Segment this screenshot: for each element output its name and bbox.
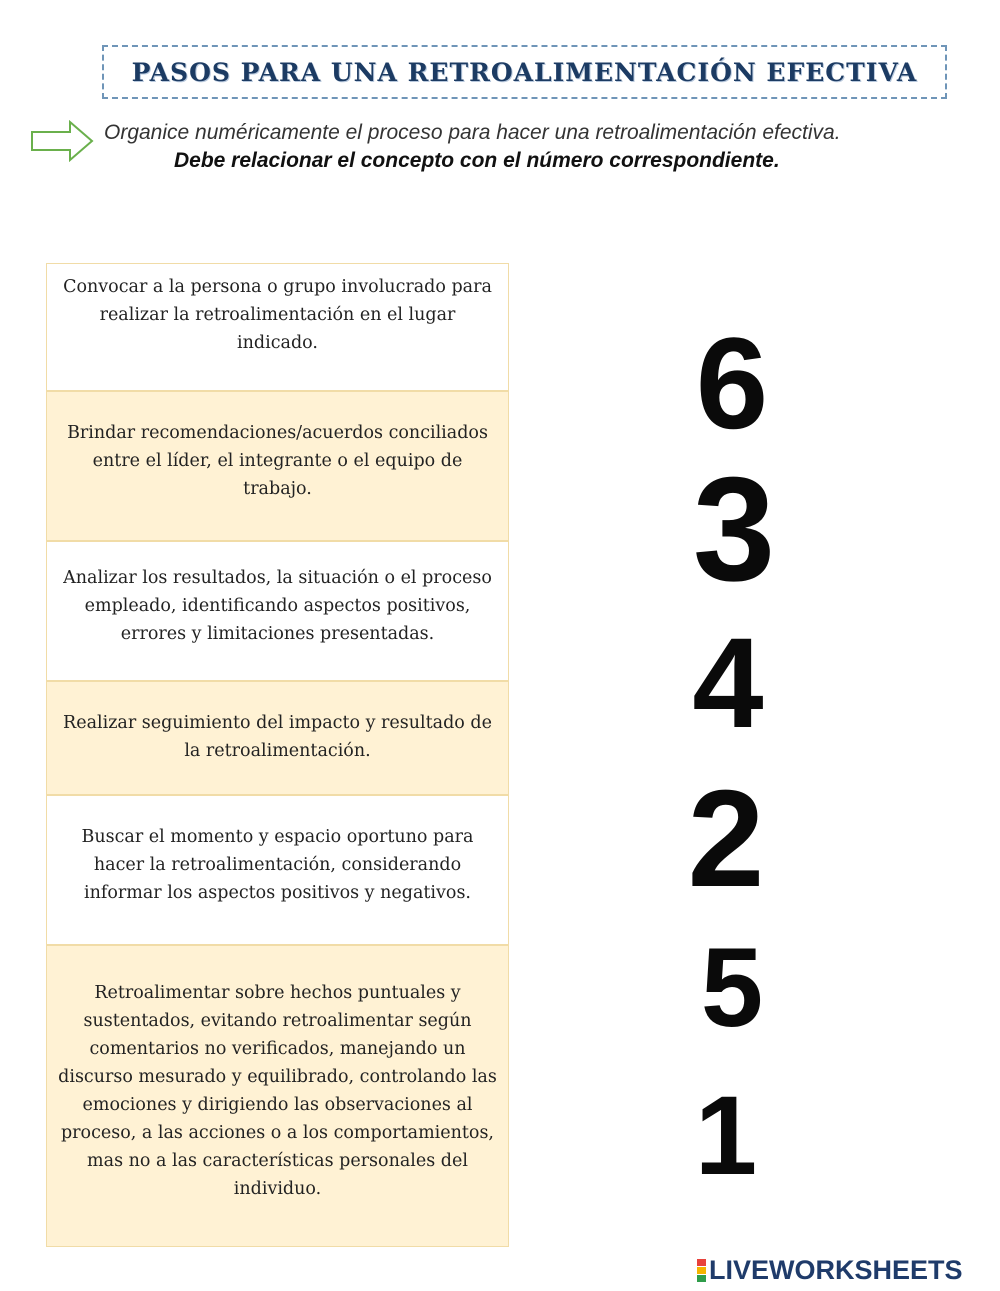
number-tile[interactable]: 6: [695, 310, 769, 456]
logo-blocks: [697, 1259, 706, 1282]
concept-card-text: Analizar los resultados, la situación o el proceso empleado, identificando aspectos positivos, errores y limitaciones presentadas.: [63, 568, 492, 644]
number-tile[interactable]: 1: [694, 1073, 758, 1198]
concept-card[interactable]: [46, 795, 509, 945]
concept-card-text: Convocar a la persona o grupo involucrado para realizar la retroalimentación en el lugar indicado.: [63, 277, 492, 353]
number-tile[interactable]: 2: [687, 762, 765, 916]
liveworksheets-logo[interactable]: [697, 1255, 963, 1285]
logo-block: [697, 1275, 706, 1282]
number-tile[interactable]: 4: [692, 612, 764, 755]
instruction-line-1: Organice numéricamente el proceso para hacer una retroalimentación efectiva.: [104, 121, 841, 144]
logo-block: [697, 1259, 706, 1266]
concept-card-text: Realizar seguimiento del impacto y resultado de la retroalimentación.: [63, 713, 492, 761]
page-title: PASOS PARA UNA RETROALIMENTACIÓN EFECTIVA: [131, 57, 918, 87]
concept-card[interactable]: [46, 263, 509, 391]
right-arrow-icon: [30, 120, 94, 162]
concept-card[interactable]: [46, 945, 509, 1247]
number-tile[interactable]: 3: [692, 447, 776, 612]
concept-card-text: Buscar el momento y espacio oportuno para hacer la retroalimentación, considerando informar los aspectos positivos y negativos.: [81, 827, 474, 903]
concept-card-text: Brindar recomendaciones/acuerdos conciliados entre el líder, el integrante o el equipo de trabajo.: [67, 423, 488, 499]
logo-text: LIVEWORKSHEETS: [709, 1254, 963, 1285]
logo-block: [697, 1267, 706, 1274]
concept-card-text: Retroalimentar sobre hechos puntuales y sustentados, evitando retroalimentar según comentarios no verificados, manejando un discurso mesurado y equilibrado, controlando las emociones y dirigiendo las observaciones al proceso, a las acciones o a los comportamientos, mas no a las características personales del individuo.: [58, 983, 497, 1199]
instruction-line-2: Debe relacionar el concepto con el número correspondiente.: [174, 149, 780, 172]
concept-card[interactable]: [46, 541, 509, 681]
number-tile[interactable]: 5: [700, 925, 764, 1050]
concept-card[interactable]: [46, 391, 509, 541]
concept-card[interactable]: [46, 681, 509, 795]
title-box: [102, 45, 947, 99]
